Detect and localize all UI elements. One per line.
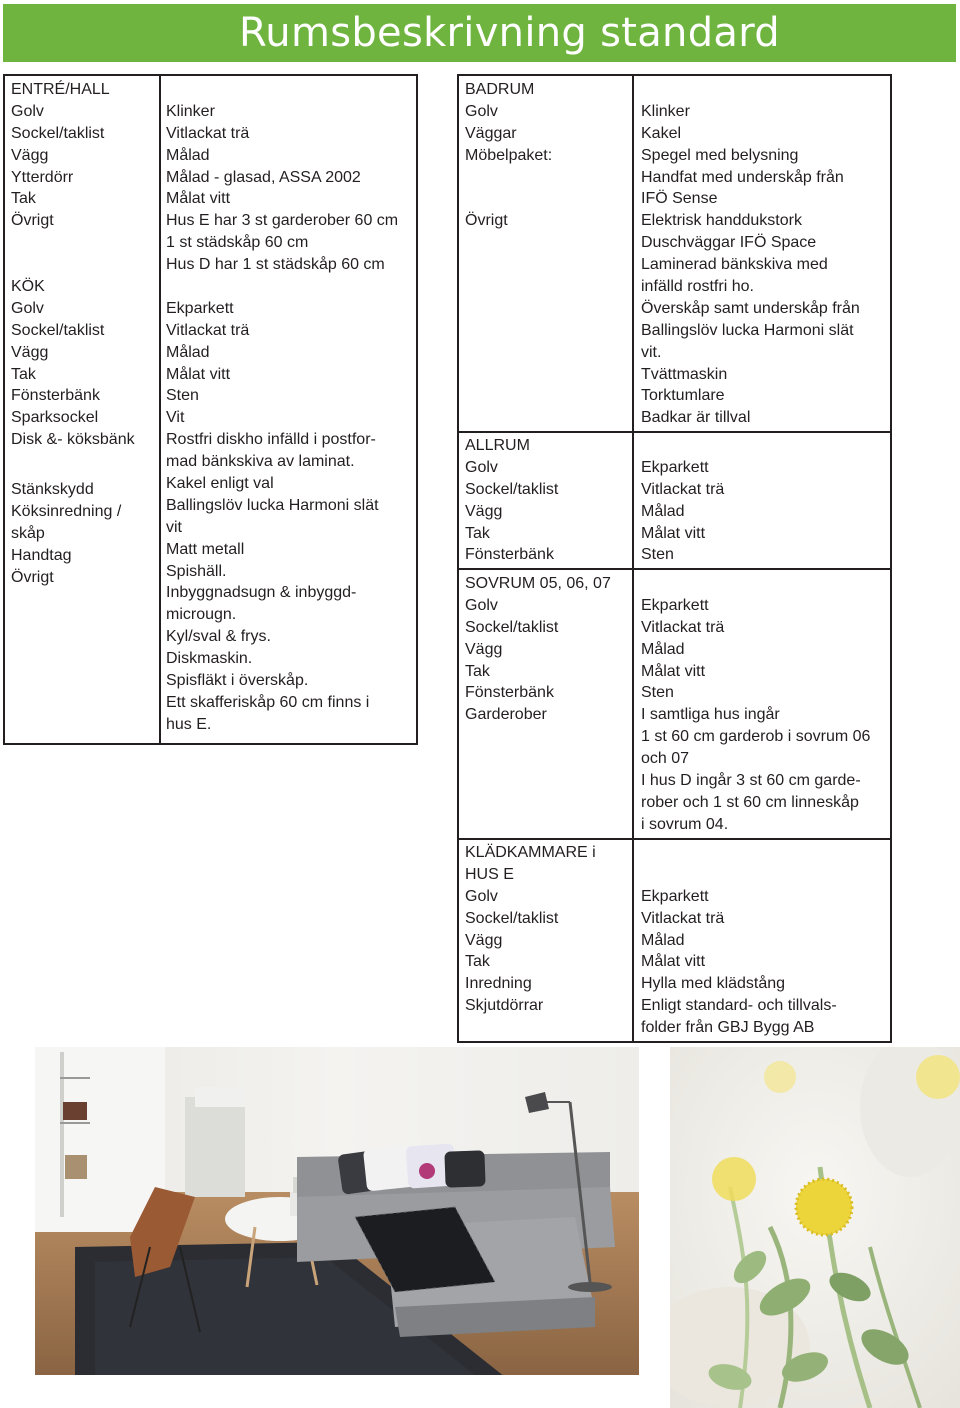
badrum-values-line: Kakel: [641, 124, 682, 142]
yellow-flowers-photo: [670, 1047, 960, 1408]
left-labels-line: Tak: [11, 365, 36, 383]
sovrum-values-line: Målat vitt: [641, 662, 706, 680]
left-labels-line: skåp: [11, 524, 45, 542]
sovrum-value-column: [641, 573, 870, 836]
sovrum-values-line: rober och 1 st 60 cm linneskåp: [641, 793, 859, 811]
left-values-line: [166, 276, 398, 298]
left-labels-line: Stänkskydd: [11, 481, 94, 499]
sovrum-labels-line: Garderober: [465, 706, 547, 724]
left-values-line: Matt metall: [166, 540, 245, 558]
badrum-values-line: vit.: [641, 343, 662, 361]
sovrum-labels-line: SOVRUM 05, 06, 07: [465, 575, 611, 592]
allrum-label-column: [465, 435, 558, 566]
allrum-labels-line: ALLRUM: [465, 437, 530, 454]
left-values-line: Ekparkett: [166, 299, 234, 317]
kladkammare-labels-line: KLÄDKAMMARE i: [465, 844, 596, 861]
left-values-line: Inbyggnadsugn & inbyggd-: [166, 584, 357, 602]
kladkammare-values-line: Enligt standard- och tillvals-: [641, 997, 837, 1015]
left-values-line: Hus E har 3 st garderober 60 cm: [166, 212, 399, 230]
badrum-labels-line: BADRUM: [465, 81, 535, 98]
kladkammare-label-column: [465, 842, 596, 1017]
left-values-line: Ett skafferiskåp 60 cm finns i: [166, 693, 370, 711]
left-labels-line: Ytterdörr: [11, 168, 74, 186]
left-labels-line: Sparksockel: [11, 409, 99, 427]
left-values-line: Spishäll.: [166, 562, 227, 580]
left-values-line: vit: [166, 518, 182, 536]
badrum-values-line: Ballingslöv lucka Harmoni slät: [641, 321, 854, 339]
allrum-values-line: Målat vitt: [641, 524, 706, 542]
sovrum-labels-line: Vägg: [465, 640, 503, 658]
kladkammare-labels-line: Tak: [465, 953, 490, 971]
allrum-labels-line: Golv: [465, 458, 498, 476]
left-values-line: Målad: [166, 343, 210, 361]
badrum-values-line: infälld rostfri ho.: [641, 278, 754, 296]
left-values-line: Sten: [166, 387, 199, 405]
kladkammare-labels-line: Golv: [465, 887, 498, 905]
badrum-values-line: Överskåp samt underskåp från: [641, 299, 860, 317]
left-values-line: Målad - glasad, ASSA 2002: [166, 168, 361, 186]
left-values-line: mad bänkskiva av laminat.: [166, 453, 355, 471]
left-labels-line: ENTRÉ/HALL: [11, 81, 110, 98]
left-labels-line: Övrigt: [11, 212, 54, 230]
badrum-values-line: Badkar är tillval: [641, 409, 751, 427]
sovrum-labels-line: Tak: [465, 662, 490, 680]
kladkammare-labels-line: HUS E: [465, 865, 514, 883]
sovrum-values-line: I hus D ingår 3 st 60 cm garde-: [641, 772, 861, 790]
left-labels-line: [11, 457, 135, 479]
left-labels-line: Övrigt: [11, 568, 54, 586]
badrum-values-line: Handfat med underskåp från: [641, 168, 844, 186]
sovrum-values-line: [641, 573, 870, 595]
kladkammare-values-line: [641, 864, 837, 886]
allrum-labels-line: Sockel/taklist: [465, 480, 559, 498]
left-labels-line: Köksinredning /: [11, 502, 122, 520]
sovrum-values-line: I samtliga hus ingår: [641, 706, 780, 724]
badrum-values-line: [641, 79, 860, 101]
kladkammare-values-line: Målad: [641, 931, 685, 949]
kladkammare-values-line: [641, 842, 837, 864]
kladkammare-values-line: folder från GBJ Bygg AB: [641, 1019, 815, 1037]
allrum-labels-line: Tak: [465, 524, 490, 542]
badrum-values-line: Duschväggar IFÖ Space: [641, 234, 817, 252]
left-values-line: Hus D har 1 st städskåp 60 cm: [166, 256, 385, 274]
left-values-line: Diskmaskin.: [166, 650, 253, 668]
kladkammare-values-line: Hylla med klädstång: [641, 975, 786, 993]
kladkammare-values-line: Ekparkett: [641, 887, 709, 905]
title-bar: [3, 4, 956, 62]
badrum-values-line: Laminerad bänkskiva med: [641, 256, 828, 274]
sovrum-labels-line: Golv: [465, 596, 498, 614]
left-values-line: Klinker: [166, 102, 215, 120]
left-labels-line: [11, 232, 135, 254]
sovrum-values-line: 1 st 60 cm garderob i sovrum 06: [641, 728, 871, 746]
left-labels-line: KÖK: [11, 278, 45, 296]
sovrum-values-line: Ekparkett: [641, 596, 709, 614]
badrum-labels-line: Möbelpaket:: [465, 146, 553, 164]
left-values-line: [166, 79, 398, 101]
left-values-line: Kakel enligt val: [166, 475, 274, 493]
allrum-value-column: [641, 435, 724, 566]
sovrum-values-line: och 07: [641, 750, 690, 768]
badrum-values-line: IFÖ Sense: [641, 190, 718, 208]
badrum-values-line: Klinker: [641, 102, 690, 120]
kladkammare-labels-line: Vägg: [465, 931, 503, 949]
sovrum-values-line: i sovrum 04.: [641, 815, 729, 833]
sovrum-values-line: Vitlackat trä: [641, 618, 725, 636]
page-title: Rumsbeskrivning standard: [239, 10, 780, 56]
badrum-label-column: [465, 79, 552, 232]
left-values-line: 1 st städskåp 60 cm: [166, 234, 309, 252]
left-values-line: Spisfläkt i överskåp.: [166, 672, 309, 690]
allrum-values-line: Sten: [641, 546, 674, 564]
badrum-labels-line: [465, 167, 552, 189]
kladkammare-labels-line: Sockel/taklist: [465, 909, 559, 927]
allrum-labels-line: Vägg: [465, 502, 503, 520]
sovrum-labels-line: Fönsterbänk: [465, 684, 554, 702]
left-labels-line: Golv: [11, 299, 44, 317]
kladkammare-labels-line: Inredning: [465, 975, 532, 993]
left-labels-line: Fönsterbänk: [11, 387, 100, 405]
left-values-line: hus E.: [166, 715, 212, 733]
badrum-value-column: [641, 79, 860, 429]
sovrum-labels-line: Sockel/taklist: [465, 618, 559, 636]
left-labels-line: Handtag: [11, 546, 72, 564]
left-values-line: Vitlackat trä: [166, 321, 250, 339]
left-labels-line: [11, 254, 135, 276]
left-values-line: Målat vitt: [166, 190, 231, 208]
badrum-values-line: Spegel med belysning: [641, 146, 799, 164]
left-labels-line: Vägg: [11, 343, 49, 361]
sovrum-label-column: [465, 573, 611, 726]
allrum-labels-line: Fönsterbänk: [465, 546, 554, 564]
left-values-line: Vit: [166, 409, 185, 427]
allrum-values-line: Ekparkett: [641, 458, 709, 476]
left-label-column: [11, 79, 135, 588]
allrum-values-line: Vitlackat trä: [641, 480, 725, 498]
badrum-values-line: Tvättmaskin: [641, 365, 728, 383]
left-values-line: Målad: [166, 146, 210, 164]
sovrum-values-line: Sten: [641, 684, 674, 702]
badrum-values-line: Elektrisk handdukstork: [641, 212, 802, 230]
sovrum-values-line: Målad: [641, 640, 685, 658]
badrum-labels-line: Golv: [465, 102, 498, 120]
left-values-line: Rostfri diskho infälld i postfor-: [166, 431, 376, 449]
living-room-photo: [35, 1047, 639, 1375]
left-values-line: microugn.: [166, 606, 237, 624]
kladkammare-values-line: Målat vitt: [641, 953, 706, 971]
left-labels-line: Sockel/taklist: [11, 124, 105, 142]
left-values-line: Vitlackat trä: [166, 124, 250, 142]
left-labels-line: Vägg: [11, 146, 49, 164]
badrum-labels-line: Väggar: [465, 124, 517, 142]
left-value-column: [166, 79, 398, 736]
badrum-labels-line: [465, 188, 552, 210]
left-labels-line: Tak: [11, 190, 36, 208]
left-labels-line: Disk &- köksbänk: [11, 431, 135, 449]
allrum-values-line: Målad: [641, 502, 685, 520]
allrum-values-line: [641, 435, 724, 457]
kladkammare-labels-line: Skjutdörrar: [465, 997, 544, 1015]
left-labels-line: Golv: [11, 102, 44, 120]
badrum-values-line: Torktumlare: [641, 387, 725, 405]
left-values-line: Målat vitt: [166, 365, 231, 383]
badrum-labels-line: Övrigt: [465, 212, 508, 230]
kladkammare-values-line: Vitlackat trä: [641, 909, 725, 927]
left-values-line: Kyl/sval & frys.: [166, 628, 271, 646]
kladkammare-value-column: [641, 842, 837, 1039]
left-values-line: Ballingslöv lucka Harmoni slät: [166, 496, 379, 514]
left-labels-line: Sockel/taklist: [11, 321, 105, 339]
